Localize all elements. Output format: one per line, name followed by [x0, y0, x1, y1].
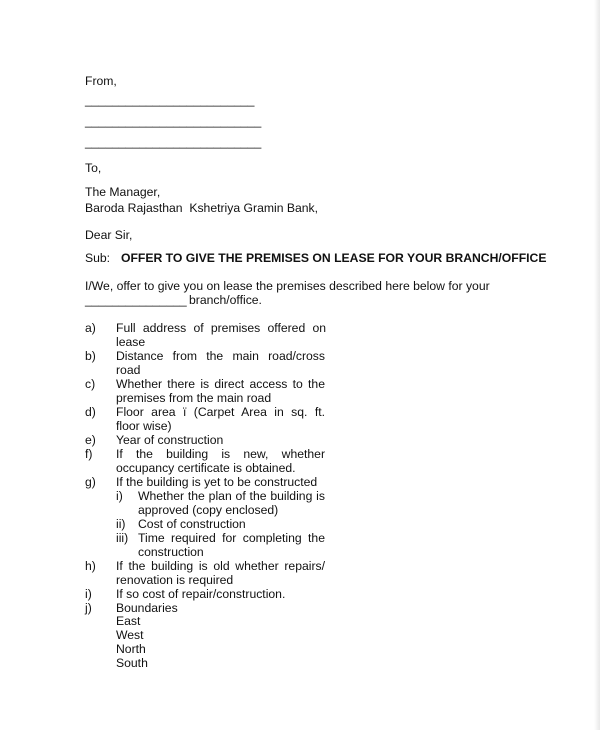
item-text: Full address of premises offered on — [116, 321, 326, 335]
subject-text: OFFER TO GIVE THE PREMISES ON LEASE FOR YOUR BRANCH/OFFICE — [121, 251, 547, 265]
to-label: To, — [85, 161, 102, 175]
intro-branch-blank: _______________ — [85, 293, 187, 307]
boundary-west: West — [116, 628, 144, 642]
item-text: Distance from the main road/cross — [116, 349, 325, 363]
item-marker: b) — [85, 349, 96, 363]
recipient-title: The Manager, — [85, 185, 161, 199]
item-text: If so cost of repair/construction. — [116, 587, 286, 601]
salutation: Dear Sir, — [85, 228, 133, 242]
intro-line-2-suffix: branch/office. — [189, 293, 262, 307]
item-marker: f) — [85, 447, 93, 461]
item-marker: d) — [85, 405, 96, 419]
from-blank-line-1: _________________________ — [85, 93, 255, 107]
item-marker: e) — [85, 433, 96, 447]
subitem-text: Whether the plan of the building is — [138, 489, 325, 503]
item-text: Boundaries — [116, 601, 178, 615]
subject-label: Sub: — [85, 251, 111, 265]
subitem-marker: i) — [116, 489, 123, 503]
subitem-text-cont: approved (copy enclosed) — [138, 503, 279, 517]
subitem-marker: ii) — [116, 517, 126, 531]
from-blank-line-2: __________________________ — [85, 114, 262, 128]
item-text-cont: lease — [116, 335, 146, 349]
item-text-cont: occupancy certificate is obtained. — [116, 461, 296, 475]
intro-line-1: I/We, offer to give you on lease the premises described here below for your — [85, 279, 490, 293]
item-text: If the building is new, whether — [116, 447, 325, 461]
item-text-cont: floor wise) — [116, 419, 172, 433]
recipient-bank: Baroda Rajasthan Kshetriya Gramin Bank, — [85, 201, 319, 215]
item-text-cont: premises from the main road — [116, 391, 272, 405]
subitem-text-cont: construction — [138, 545, 204, 559]
subitem-text: Cost of construction — [138, 517, 246, 531]
from-label: From, — [85, 74, 117, 88]
item-text-cont: renovation is required — [116, 573, 234, 587]
item-marker: h) — [85, 559, 96, 573]
item-text: Year of construction — [116, 433, 224, 447]
item-text: If the building is yet to be constructed — [116, 475, 318, 489]
item-text: Whether there is direct access to the — [116, 377, 325, 391]
from-blank-line-3: __________________________ — [85, 135, 262, 149]
item-marker: i) — [85, 587, 92, 601]
item-text: Floor area ï (Carpet Area in sq. ft. — [116, 405, 325, 419]
item-text-cont: road — [116, 363, 141, 377]
item-text: If the building is old whether repairs/ — [116, 559, 325, 573]
boundary-north: North — [116, 642, 146, 656]
item-marker: j) — [85, 601, 92, 615]
page-edge-shadow — [594, 0, 600, 730]
item-marker: g) — [85, 475, 96, 489]
boundary-east: East — [116, 614, 141, 628]
item-marker: c) — [85, 377, 96, 391]
subitem-marker: iii) — [116, 531, 129, 545]
item-marker: a) — [85, 321, 96, 335]
boundary-south: South — [116, 656, 148, 670]
subitem-text: Time required for completing the — [138, 531, 325, 545]
